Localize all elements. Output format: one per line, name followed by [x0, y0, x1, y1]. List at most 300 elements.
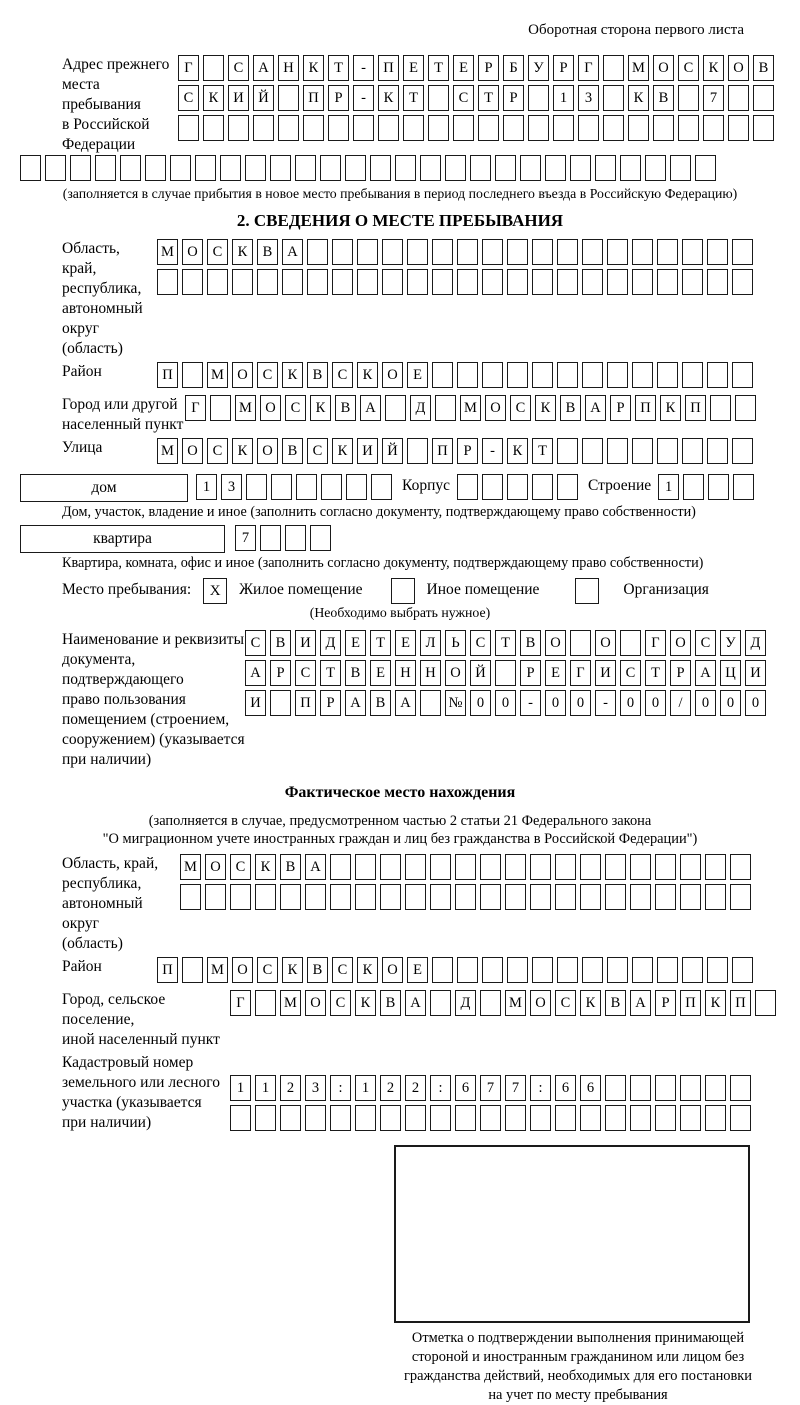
- char-cell[interactable]: С: [620, 660, 641, 686]
- char-cell[interactable]: А: [245, 660, 266, 686]
- char-cell[interactable]: 0: [545, 690, 566, 716]
- char-cell[interactable]: 6: [455, 1075, 476, 1101]
- char-cell[interactable]: Т: [645, 660, 666, 686]
- char-cell[interactable]: Г: [645, 630, 666, 656]
- char-cell[interactable]: [435, 395, 456, 421]
- char-cell[interactable]: [630, 1075, 651, 1101]
- char-cell[interactable]: [455, 854, 476, 880]
- char-cell[interactable]: Т: [495, 630, 516, 656]
- char-cell[interactable]: [708, 474, 729, 500]
- char-cell[interactable]: [582, 362, 603, 388]
- char-cell[interactable]: А: [345, 690, 366, 716]
- char-cell[interactable]: [470, 155, 491, 181]
- char-cell[interactable]: [580, 854, 601, 880]
- char-cell[interactable]: [530, 854, 551, 880]
- char-cell[interactable]: [657, 269, 678, 295]
- char-cell[interactable]: О: [653, 55, 674, 81]
- char-cell[interactable]: Р: [270, 660, 291, 686]
- char-cell[interactable]: [735, 395, 756, 421]
- char-cell[interactable]: [682, 957, 703, 983]
- char-cell[interactable]: [257, 269, 278, 295]
- char-cell[interactable]: [357, 269, 378, 295]
- char-cell[interactable]: К: [628, 85, 649, 111]
- char-cell[interactable]: [655, 1075, 676, 1101]
- char-cell[interactable]: [457, 957, 478, 983]
- char-cell[interactable]: [405, 1105, 426, 1131]
- char-cell[interactable]: В: [335, 395, 356, 421]
- char-cell[interactable]: С: [555, 990, 576, 1016]
- char-cell[interactable]: -: [482, 438, 503, 464]
- char-cell[interactable]: [495, 155, 516, 181]
- char-cell[interactable]: [620, 630, 641, 656]
- char-cell[interactable]: 3: [305, 1075, 326, 1101]
- char-cell[interactable]: [70, 155, 91, 181]
- char-cell[interactable]: С: [295, 660, 316, 686]
- char-cell[interactable]: И: [595, 660, 616, 686]
- char-cell[interactable]: [385, 395, 406, 421]
- char-cell[interactable]: [255, 884, 276, 910]
- char-cell[interactable]: [455, 1105, 476, 1131]
- char-cell[interactable]: [605, 1075, 626, 1101]
- char-cell[interactable]: [480, 1105, 501, 1131]
- char-cell[interactable]: [382, 269, 403, 295]
- char-cell[interactable]: [345, 155, 366, 181]
- char-cell[interactable]: [753, 85, 774, 111]
- char-cell[interactable]: [680, 1075, 701, 1101]
- char-cell[interactable]: В: [282, 438, 303, 464]
- char-cell[interactable]: К: [357, 362, 378, 388]
- char-cell[interactable]: [707, 269, 728, 295]
- char-cell[interactable]: [678, 115, 699, 141]
- char-cell[interactable]: К: [255, 854, 276, 880]
- char-cell[interactable]: [95, 155, 116, 181]
- char-cell[interactable]: [680, 884, 701, 910]
- char-cell[interactable]: [296, 474, 317, 500]
- char-cell[interactable]: Р: [320, 690, 341, 716]
- char-cell[interactable]: О: [182, 438, 203, 464]
- char-cell[interactable]: 7: [235, 525, 256, 551]
- char-cell[interactable]: О: [445, 660, 466, 686]
- char-cell[interactable]: [482, 957, 503, 983]
- char-cell[interactable]: Р: [553, 55, 574, 81]
- char-cell[interactable]: [280, 884, 301, 910]
- char-cell[interactable]: Т: [328, 55, 349, 81]
- char-cell[interactable]: 0: [720, 690, 741, 716]
- char-cell[interactable]: /: [670, 690, 691, 716]
- char-cell[interactable]: Т: [370, 630, 391, 656]
- char-cell[interactable]: [732, 438, 753, 464]
- char-cell[interactable]: К: [232, 438, 253, 464]
- char-cell[interactable]: В: [345, 660, 366, 686]
- char-cell[interactable]: М: [460, 395, 481, 421]
- char-cell[interactable]: [632, 239, 653, 265]
- char-cell[interactable]: [545, 155, 566, 181]
- char-cell[interactable]: А: [282, 239, 303, 265]
- char-cell[interactable]: М: [505, 990, 526, 1016]
- char-cell[interactable]: [733, 474, 754, 500]
- char-cell[interactable]: [505, 884, 526, 910]
- char-cell[interactable]: [655, 1105, 676, 1131]
- char-cell[interactable]: П: [157, 362, 178, 388]
- char-cell[interactable]: Р: [478, 55, 499, 81]
- char-cell[interactable]: [232, 269, 253, 295]
- char-cell[interactable]: [707, 438, 728, 464]
- char-cell[interactable]: [632, 438, 653, 464]
- char-cell[interactable]: [607, 438, 628, 464]
- char-cell[interactable]: Е: [407, 957, 428, 983]
- char-cell[interactable]: 0: [645, 690, 666, 716]
- char-cell[interactable]: 7: [703, 85, 724, 111]
- char-cell[interactable]: [371, 474, 392, 500]
- char-cell[interactable]: А: [395, 690, 416, 716]
- char-cell[interactable]: [578, 115, 599, 141]
- char-cell[interactable]: О: [485, 395, 506, 421]
- char-cell[interactable]: [680, 854, 701, 880]
- char-cell[interactable]: [707, 957, 728, 983]
- char-cell[interactable]: [653, 115, 674, 141]
- char-cell[interactable]: [378, 115, 399, 141]
- char-cell[interactable]: [682, 438, 703, 464]
- char-cell[interactable]: [403, 115, 424, 141]
- char-cell[interactable]: У: [528, 55, 549, 81]
- char-cell[interactable]: Г: [178, 55, 199, 81]
- char-cell[interactable]: [457, 474, 478, 500]
- char-cell[interactable]: Й: [382, 438, 403, 464]
- char-cell[interactable]: [182, 362, 203, 388]
- char-cell[interactable]: [253, 115, 274, 141]
- char-cell[interactable]: [530, 884, 551, 910]
- char-cell[interactable]: Т: [320, 660, 341, 686]
- char-cell[interactable]: О: [260, 395, 281, 421]
- char-cell[interactable]: [305, 884, 326, 910]
- char-cell[interactable]: [580, 1105, 601, 1131]
- char-cell[interactable]: [420, 155, 441, 181]
- char-cell[interactable]: 0: [695, 690, 716, 716]
- char-cell[interactable]: [730, 854, 751, 880]
- char-cell[interactable]: [630, 854, 651, 880]
- char-cell[interactable]: [382, 239, 403, 265]
- char-cell[interactable]: [710, 395, 731, 421]
- char-cell[interactable]: П: [303, 85, 324, 111]
- char-cell[interactable]: [570, 155, 591, 181]
- char-cell[interactable]: [307, 239, 328, 265]
- char-cell[interactable]: [532, 269, 553, 295]
- char-cell[interactable]: К: [357, 957, 378, 983]
- char-cell[interactable]: К: [232, 239, 253, 265]
- char-cell[interactable]: [505, 1105, 526, 1131]
- char-cell[interactable]: С: [695, 630, 716, 656]
- char-cell[interactable]: [682, 269, 703, 295]
- char-cell[interactable]: [203, 55, 224, 81]
- char-cell[interactable]: [528, 115, 549, 141]
- char-cell[interactable]: [705, 1075, 726, 1101]
- char-cell[interactable]: 7: [480, 1075, 501, 1101]
- char-cell[interactable]: К: [705, 990, 726, 1016]
- char-cell[interactable]: -: [595, 690, 616, 716]
- char-cell[interactable]: -: [353, 55, 374, 81]
- char-cell[interactable]: [732, 957, 753, 983]
- char-cell[interactable]: [428, 115, 449, 141]
- char-cell[interactable]: Г: [230, 990, 251, 1016]
- char-cell[interactable]: [482, 474, 503, 500]
- char-cell[interactable]: О: [545, 630, 566, 656]
- char-cell[interactable]: [507, 239, 528, 265]
- char-cell[interactable]: И: [295, 630, 316, 656]
- char-cell[interactable]: П: [378, 55, 399, 81]
- char-cell[interactable]: [632, 957, 653, 983]
- char-cell[interactable]: Д: [410, 395, 431, 421]
- char-cell[interactable]: [120, 155, 141, 181]
- char-cell[interactable]: У: [720, 630, 741, 656]
- char-cell[interactable]: 7: [505, 1075, 526, 1101]
- char-cell[interactable]: [370, 155, 391, 181]
- char-cell[interactable]: [230, 1105, 251, 1131]
- char-cell[interactable]: С: [230, 854, 251, 880]
- char-cell[interactable]: [295, 155, 316, 181]
- char-cell[interactable]: К: [203, 85, 224, 111]
- char-cell[interactable]: Т: [478, 85, 499, 111]
- char-cell[interactable]: С: [453, 85, 474, 111]
- char-cell[interactable]: О: [670, 630, 691, 656]
- char-cell[interactable]: [532, 239, 553, 265]
- char-cell[interactable]: [603, 85, 624, 111]
- char-cell[interactable]: С: [178, 85, 199, 111]
- char-cell[interactable]: Б: [503, 55, 524, 81]
- char-cell[interactable]: П: [635, 395, 656, 421]
- char-cell[interactable]: [355, 884, 376, 910]
- char-cell[interactable]: И: [357, 438, 378, 464]
- char-cell[interactable]: [683, 474, 704, 500]
- char-cell[interactable]: [270, 690, 291, 716]
- char-cell[interactable]: [657, 438, 678, 464]
- char-cell[interactable]: [321, 474, 342, 500]
- char-cell[interactable]: [707, 239, 728, 265]
- char-cell[interactable]: К: [332, 438, 353, 464]
- char-cell[interactable]: В: [307, 362, 328, 388]
- char-cell[interactable]: Д: [745, 630, 766, 656]
- char-cell[interactable]: [332, 239, 353, 265]
- char-cell[interactable]: О: [728, 55, 749, 81]
- char-cell[interactable]: [557, 269, 578, 295]
- char-cell[interactable]: [555, 1105, 576, 1131]
- char-cell[interactable]: [182, 269, 203, 295]
- char-cell[interactable]: [730, 884, 751, 910]
- char-cell[interactable]: 1: [658, 474, 679, 500]
- char-cell[interactable]: Р: [503, 85, 524, 111]
- char-cell[interactable]: [607, 269, 628, 295]
- char-cell[interactable]: [457, 362, 478, 388]
- char-cell[interactable]: 2: [380, 1075, 401, 1101]
- char-cell[interactable]: [405, 884, 426, 910]
- char-cell[interactable]: С: [285, 395, 306, 421]
- char-cell[interactable]: [145, 155, 166, 181]
- char-cell[interactable]: А: [405, 990, 426, 1016]
- char-cell[interactable]: [530, 1105, 551, 1131]
- char-cell[interactable]: [732, 239, 753, 265]
- char-cell[interactable]: К: [282, 957, 303, 983]
- char-cell[interactable]: С: [257, 362, 278, 388]
- char-cell[interactable]: Ц: [720, 660, 741, 686]
- char-cell[interactable]: [507, 474, 528, 500]
- char-cell[interactable]: В: [257, 239, 278, 265]
- char-cell[interactable]: Й: [470, 660, 491, 686]
- char-cell[interactable]: [630, 884, 651, 910]
- char-cell[interactable]: М: [628, 55, 649, 81]
- char-cell[interactable]: [605, 1105, 626, 1131]
- char-cell[interactable]: С: [330, 990, 351, 1016]
- char-cell[interactable]: [230, 884, 251, 910]
- char-cell[interactable]: А: [253, 55, 274, 81]
- char-cell[interactable]: Д: [320, 630, 341, 656]
- char-cell[interactable]: П: [680, 990, 701, 1016]
- char-cell[interactable]: М: [157, 239, 178, 265]
- char-cell[interactable]: [695, 155, 716, 181]
- char-cell[interactable]: [557, 957, 578, 983]
- char-cell[interactable]: Е: [453, 55, 474, 81]
- char-cell[interactable]: [285, 525, 306, 551]
- char-cell[interactable]: В: [270, 630, 291, 656]
- char-cell[interactable]: [457, 269, 478, 295]
- char-cell[interactable]: [305, 1105, 326, 1131]
- char-cell[interactable]: [507, 269, 528, 295]
- char-cell[interactable]: [595, 155, 616, 181]
- char-cell[interactable]: П: [432, 438, 453, 464]
- char-cell[interactable]: [555, 854, 576, 880]
- char-cell[interactable]: :: [330, 1075, 351, 1101]
- char-cell[interactable]: [45, 155, 66, 181]
- char-cell[interactable]: [430, 1105, 451, 1131]
- char-cell[interactable]: О: [305, 990, 326, 1016]
- char-cell[interactable]: [755, 990, 776, 1016]
- char-cell[interactable]: 0: [495, 690, 516, 716]
- char-cell[interactable]: Р: [610, 395, 631, 421]
- char-cell[interactable]: О: [205, 854, 226, 880]
- char-cell[interactable]: [705, 1105, 726, 1131]
- char-cell[interactable]: [632, 362, 653, 388]
- char-cell[interactable]: [603, 115, 624, 141]
- char-cell[interactable]: [407, 239, 428, 265]
- char-cell[interactable]: [330, 884, 351, 910]
- char-cell[interactable]: [355, 854, 376, 880]
- other-premises-checkbox[interactable]: [391, 578, 415, 604]
- char-cell[interactable]: [655, 884, 676, 910]
- char-cell[interactable]: Н: [395, 660, 416, 686]
- char-cell[interactable]: [255, 1105, 276, 1131]
- char-cell[interactable]: Е: [345, 630, 366, 656]
- char-cell[interactable]: [178, 115, 199, 141]
- char-cell[interactable]: [420, 690, 441, 716]
- char-cell[interactable]: М: [235, 395, 256, 421]
- char-cell[interactable]: [20, 155, 41, 181]
- char-cell[interactable]: [705, 884, 726, 910]
- char-cell[interactable]: [728, 85, 749, 111]
- char-cell[interactable]: [320, 155, 341, 181]
- char-cell[interactable]: [582, 438, 603, 464]
- char-cell[interactable]: [645, 155, 666, 181]
- char-cell[interactable]: И: [228, 85, 249, 111]
- char-cell[interactable]: О: [382, 957, 403, 983]
- char-cell[interactable]: [703, 115, 724, 141]
- char-cell[interactable]: Т: [403, 85, 424, 111]
- char-cell[interactable]: [353, 115, 374, 141]
- char-cell[interactable]: [657, 239, 678, 265]
- char-cell[interactable]: [682, 239, 703, 265]
- char-cell[interactable]: В: [380, 990, 401, 1016]
- char-cell[interactable]: [210, 395, 231, 421]
- char-cell[interactable]: К: [535, 395, 556, 421]
- char-cell[interactable]: [355, 1105, 376, 1131]
- char-cell[interactable]: С: [245, 630, 266, 656]
- char-cell[interactable]: Т: [428, 55, 449, 81]
- char-cell[interactable]: К: [355, 990, 376, 1016]
- char-cell[interactable]: [682, 362, 703, 388]
- char-cell[interactable]: [480, 854, 501, 880]
- char-cell[interactable]: Г: [578, 55, 599, 81]
- char-cell[interactable]: [728, 115, 749, 141]
- char-cell[interactable]: 1: [255, 1075, 276, 1101]
- char-cell[interactable]: [430, 884, 451, 910]
- char-cell[interactable]: [657, 957, 678, 983]
- char-cell[interactable]: Т: [532, 438, 553, 464]
- char-cell[interactable]: С: [470, 630, 491, 656]
- char-cell[interactable]: К: [282, 362, 303, 388]
- char-cell[interactable]: 0: [620, 690, 641, 716]
- char-cell[interactable]: Н: [420, 660, 441, 686]
- char-cell[interactable]: В: [653, 85, 674, 111]
- char-cell[interactable]: [603, 55, 624, 81]
- char-cell[interactable]: [432, 239, 453, 265]
- char-cell[interactable]: О: [257, 438, 278, 464]
- char-cell[interactable]: В: [753, 55, 774, 81]
- char-cell[interactable]: [507, 362, 528, 388]
- char-cell[interactable]: Е: [407, 362, 428, 388]
- char-cell[interactable]: [482, 269, 503, 295]
- char-cell[interactable]: К: [303, 55, 324, 81]
- char-cell[interactable]: Р: [520, 660, 541, 686]
- char-cell[interactable]: [303, 115, 324, 141]
- char-cell[interactable]: [580, 884, 601, 910]
- char-cell[interactable]: В: [280, 854, 301, 880]
- char-cell[interactable]: [260, 525, 281, 551]
- char-cell[interactable]: [407, 438, 428, 464]
- char-cell[interactable]: [332, 269, 353, 295]
- char-cell[interactable]: [453, 115, 474, 141]
- char-cell[interactable]: [445, 155, 466, 181]
- char-cell[interactable]: [207, 269, 228, 295]
- char-cell[interactable]: [553, 115, 574, 141]
- char-cell[interactable]: [532, 957, 553, 983]
- char-cell[interactable]: [228, 115, 249, 141]
- char-cell[interactable]: М: [280, 990, 301, 1016]
- char-cell[interactable]: [557, 239, 578, 265]
- char-cell[interactable]: [607, 362, 628, 388]
- char-cell[interactable]: [170, 155, 191, 181]
- char-cell[interactable]: И: [245, 690, 266, 716]
- char-cell[interactable]: В: [307, 957, 328, 983]
- char-cell[interactable]: [310, 525, 331, 551]
- char-cell[interactable]: [532, 474, 553, 500]
- char-cell[interactable]: А: [695, 660, 716, 686]
- char-cell[interactable]: О: [382, 362, 403, 388]
- char-cell[interactable]: [480, 884, 501, 910]
- char-cell[interactable]: Р: [328, 85, 349, 111]
- char-cell[interactable]: [532, 362, 553, 388]
- char-cell[interactable]: [157, 269, 178, 295]
- char-cell[interactable]: [330, 1105, 351, 1131]
- char-cell[interactable]: [457, 239, 478, 265]
- char-cell[interactable]: [495, 660, 516, 686]
- char-cell[interactable]: [678, 85, 699, 111]
